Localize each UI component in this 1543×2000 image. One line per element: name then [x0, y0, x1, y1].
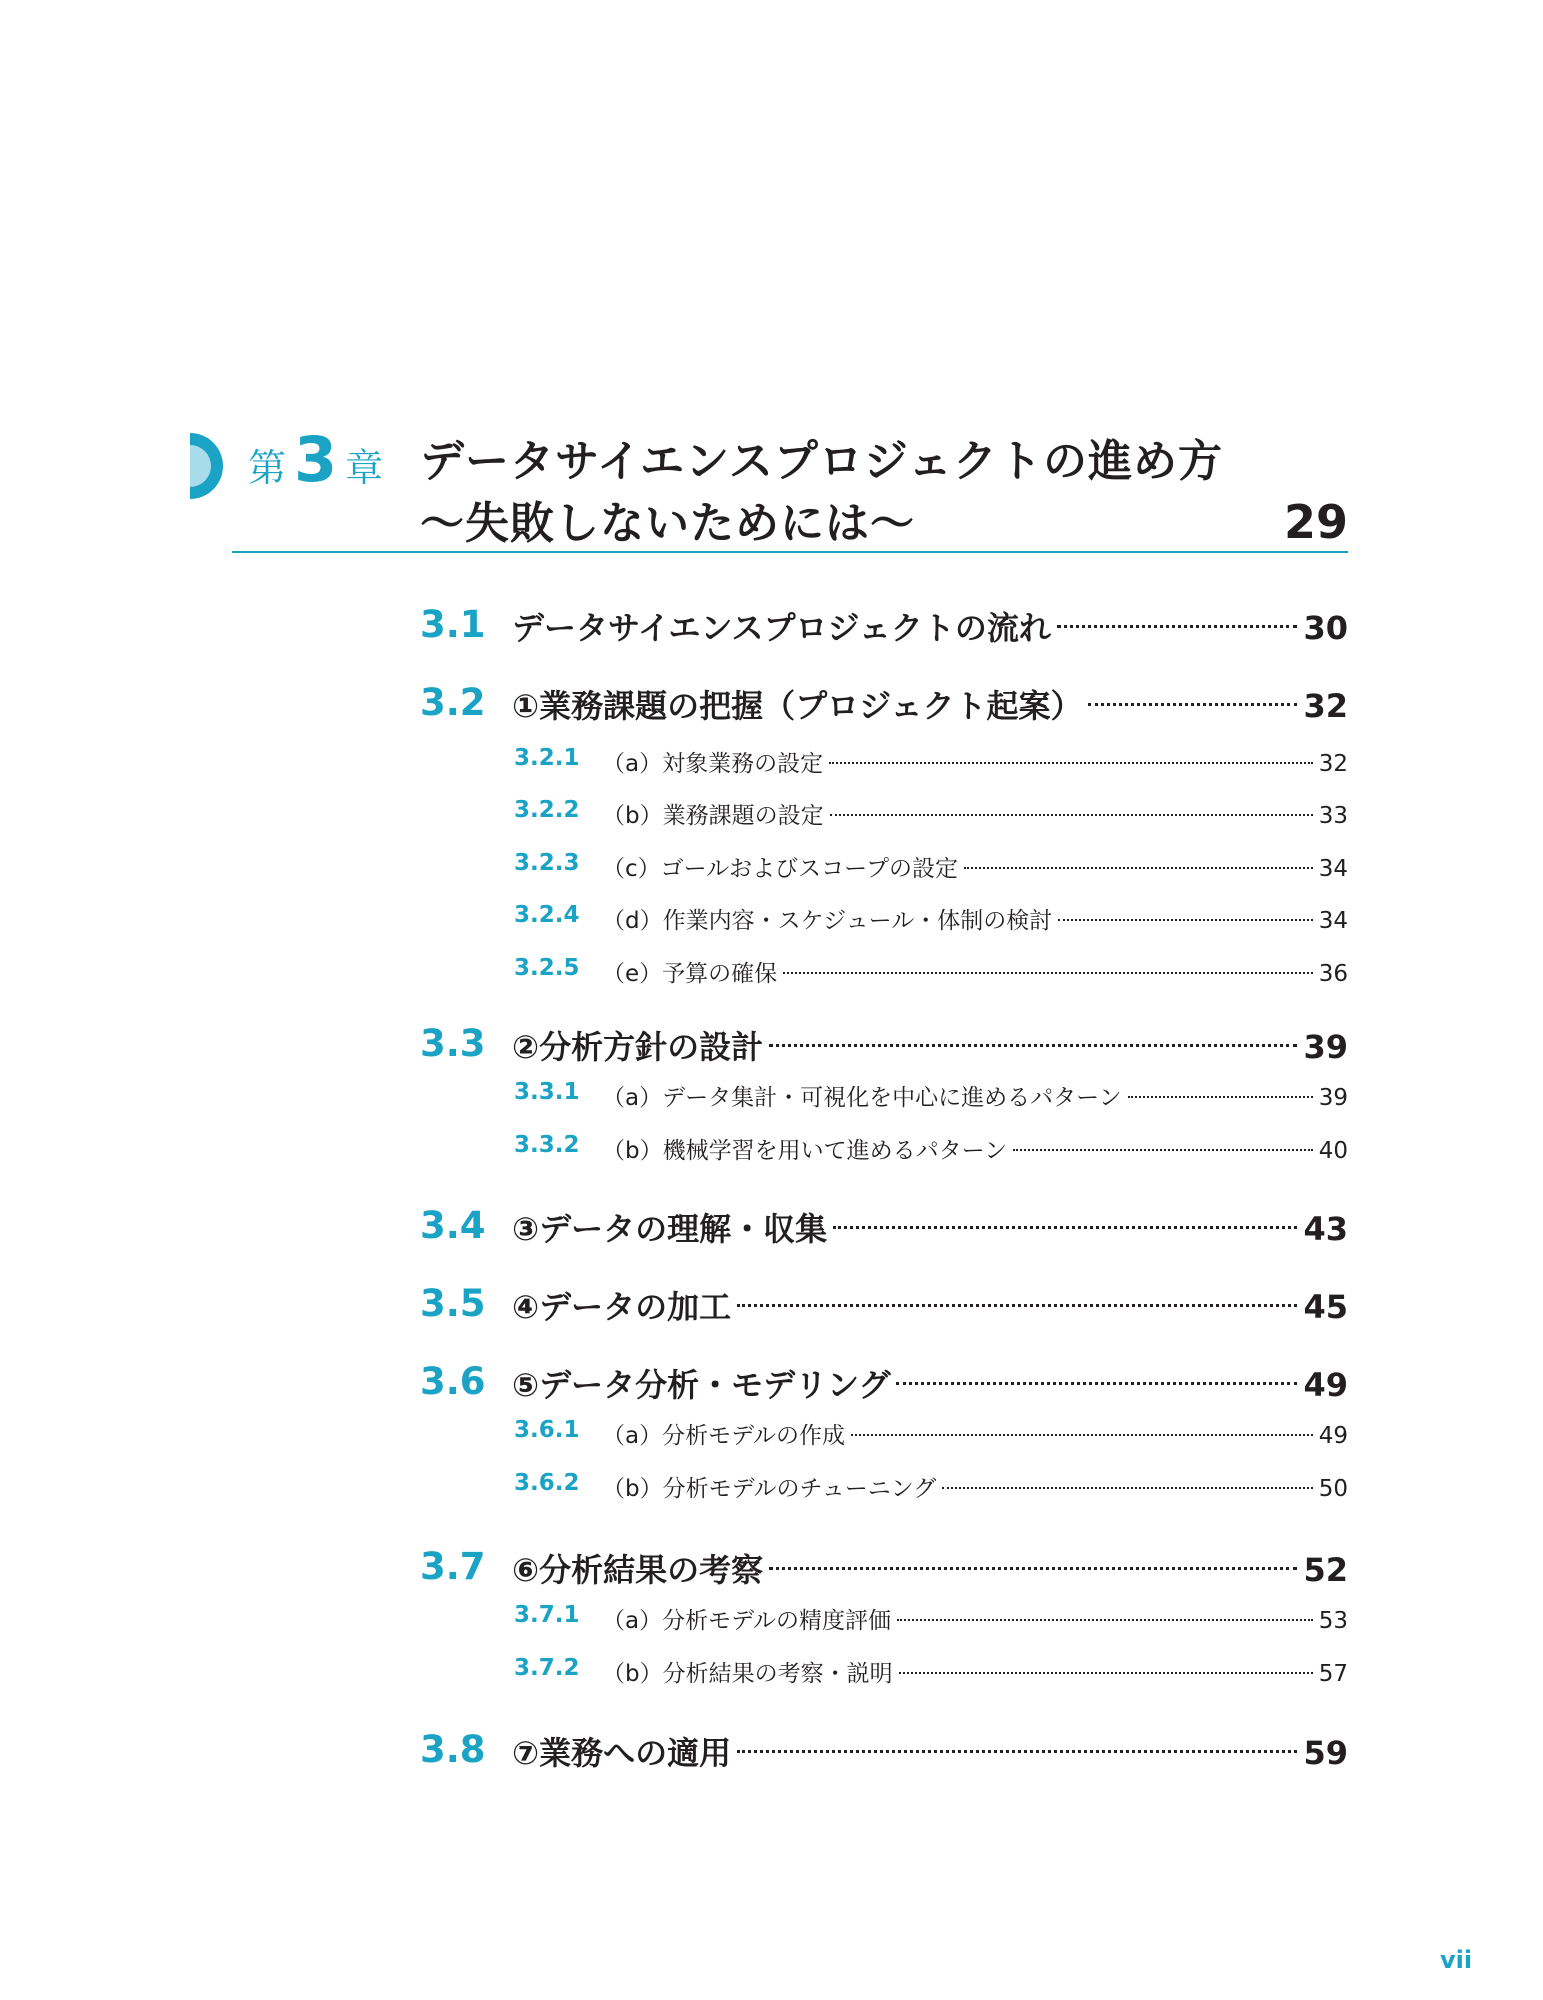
section-title: （b）分析モデルのチューニング [602, 1476, 937, 1502]
section-number: 3.2.5 [514, 955, 580, 981]
page-folio: vii [1440, 1946, 1473, 1974]
section-number: 3.6.1 [514, 1417, 580, 1443]
section-entry [512, 1728, 1348, 1774]
section-entry [512, 1022, 1348, 1068]
chapter-divider [232, 551, 1348, 553]
dot-leader [897, 1619, 1313, 1621]
dot-leader [737, 1304, 1297, 1307]
section-entry [512, 603, 1348, 649]
section-title: （a）データ集計・可視化を中心に進めるパターン [602, 1085, 1122, 1111]
section-page: 39 [1318, 1085, 1348, 1111]
section-title: （a）分析モデルの作成 [602, 1423, 845, 1449]
section-page: 34 [1318, 908, 1348, 934]
section-page: 32 [1303, 687, 1348, 725]
section-number: 3.3.2 [514, 1132, 580, 1158]
dot-leader [942, 1487, 1312, 1489]
chapter-prefix: 第 [248, 446, 287, 490]
chapter-title [420, 431, 1223, 555]
section-page: 52 [1303, 1551, 1348, 1589]
section-number: 3.1 [420, 603, 486, 646]
section-entry [602, 745, 1348, 778]
section-title: （b）機械学習を用いて進めるパターン [602, 1138, 1008, 1164]
dot-leader [737, 1750, 1297, 1753]
section-number: 3.2.2 [514, 797, 580, 823]
section-title: ①業務課題の把握（プロジェクト起案） [512, 687, 1083, 725]
section-page: 39 [1303, 1028, 1348, 1066]
dot-leader [1013, 1149, 1313, 1151]
section-page: 45 [1303, 1288, 1348, 1326]
section-number: 3.4 [420, 1204, 486, 1247]
chapter-title-line1: データサイエンスプロジェクトの進め方 [420, 436, 1223, 487]
section-number: 3.7.1 [514, 1602, 580, 1628]
section-entry [602, 797, 1348, 830]
section-number: 3.5 [420, 1282, 486, 1325]
dot-leader [1057, 625, 1298, 628]
dot-leader [1088, 703, 1297, 706]
dot-leader [833, 1226, 1297, 1229]
section-title: （b）分析結果の考察・説明 [602, 1661, 893, 1687]
section-entry [512, 1282, 1348, 1328]
section-number: 3.2 [420, 681, 486, 724]
section-title: ⑥分析結果の考察 [512, 1551, 764, 1589]
section-title: （c）ゴールおよびスコープの設定 [602, 856, 959, 882]
dot-leader [829, 762, 1313, 764]
section-page: 59 [1303, 1734, 1348, 1772]
section-entry [602, 1602, 1348, 1635]
section-entry [512, 681, 1348, 727]
section-title: データサイエンスプロジェクトの流れ [512, 609, 1051, 647]
chapter-page-number: 29 [1283, 495, 1348, 549]
section-page: 32 [1318, 751, 1348, 777]
dot-leader [851, 1434, 1313, 1436]
section-entry [602, 902, 1348, 935]
section-page: 57 [1318, 1661, 1348, 1687]
chapter-tab-icon [190, 433, 234, 499]
section-page: 30 [1303, 609, 1348, 647]
chapter-header [0, 425, 1543, 565]
section-title: ④データの加工 [512, 1288, 732, 1326]
section-title: （e）予算の確保 [602, 961, 778, 987]
section-page: 43 [1303, 1210, 1348, 1248]
section-entry [602, 1132, 1348, 1165]
section-page: 53 [1318, 1608, 1348, 1634]
section-title: （d）作業内容・スケジュール・体制の検討 [602, 908, 1053, 934]
section-entry [512, 1360, 1348, 1406]
dot-leader [896, 1382, 1297, 1385]
section-entry [602, 955, 1348, 988]
section-number: 3.7 [420, 1545, 486, 1588]
section-title: ⑤データ分析・モデリング [512, 1366, 891, 1404]
section-number: 3.2.1 [514, 745, 580, 771]
section-entry [602, 1470, 1348, 1503]
section-entry [512, 1204, 1348, 1250]
section-title: ⑦業務への適用 [512, 1734, 732, 1772]
dot-leader [769, 1044, 1297, 1047]
chapter-suffix: 章 [345, 446, 384, 490]
section-number: 3.6 [420, 1360, 486, 1403]
section-page: 33 [1318, 803, 1348, 829]
dot-leader [899, 1672, 1313, 1674]
section-number: 3.8 [420, 1728, 486, 1771]
section-title: （a）分析モデルの精度評価 [602, 1608, 891, 1634]
section-entry [602, 850, 1348, 883]
dot-leader [783, 972, 1313, 974]
section-page: 50 [1318, 1476, 1348, 1502]
section-page: 34 [1318, 856, 1348, 882]
dot-leader [1058, 919, 1312, 921]
section-page: 40 [1318, 1138, 1348, 1164]
dot-leader [769, 1567, 1297, 1570]
section-number: 3.6.2 [514, 1470, 580, 1496]
section-entry [512, 1545, 1348, 1591]
chapter-number: 3 [294, 423, 338, 496]
section-page: 36 [1318, 961, 1348, 987]
section-number: 3.7.2 [514, 1655, 580, 1681]
section-entry [602, 1655, 1348, 1688]
chapter-label [248, 423, 384, 509]
section-title: ②分析方針の設計 [512, 1028, 764, 1066]
section-entry [602, 1079, 1348, 1112]
dot-leader [964, 867, 1313, 869]
section-number: 3.2.4 [514, 902, 580, 928]
section-title: （b）業務課題の設定 [602, 803, 824, 829]
section-number: 3.3.1 [514, 1079, 580, 1105]
section-page: 49 [1318, 1423, 1348, 1449]
section-entry [602, 1417, 1348, 1450]
dot-leader [830, 814, 1313, 816]
section-page: 49 [1303, 1366, 1348, 1404]
section-title: （a）対象業務の設定 [602, 751, 824, 777]
section-number: 3.3 [420, 1022, 486, 1065]
chapter-title-line2: ～失敗しないためには～ [420, 498, 915, 549]
dot-leader [1128, 1096, 1313, 1098]
section-number: 3.2.3 [514, 850, 580, 876]
section-title: ③データの理解・収集 [512, 1210, 828, 1248]
